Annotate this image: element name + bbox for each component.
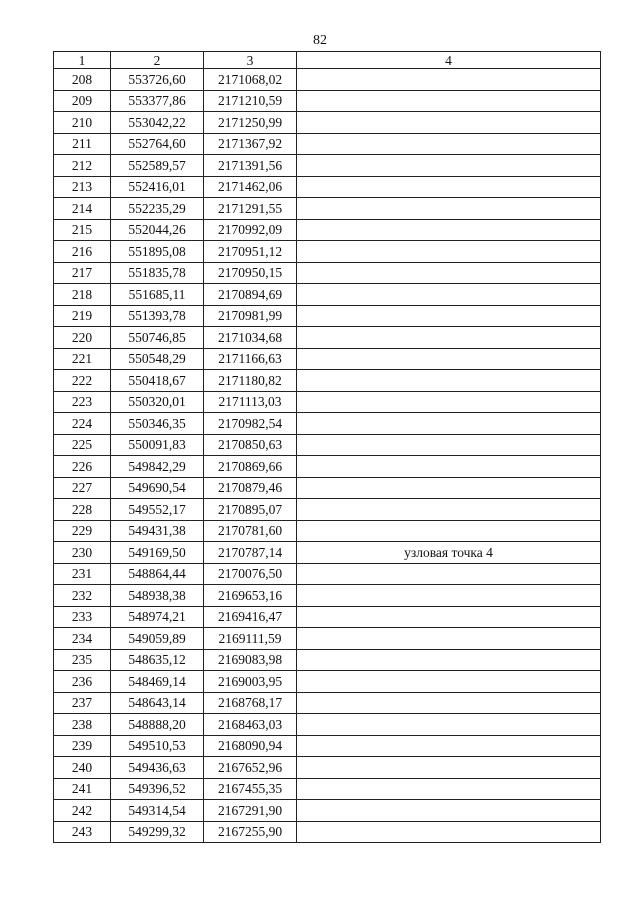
- y-coordinate-cell: 2171180,82: [204, 370, 297, 392]
- y-coordinate-cell: 2171166,63: [204, 348, 297, 370]
- y-coordinate-cell: 2171291,55: [204, 198, 297, 220]
- note-cell: [297, 606, 601, 628]
- page-number: 82: [313, 33, 327, 48]
- point-number-cell: 227: [54, 477, 111, 499]
- y-coordinate-cell: 2171462,06: [204, 176, 297, 198]
- x-coordinate-cell: 549169,50: [111, 542, 204, 564]
- table-row: [54, 198, 601, 220]
- y-coordinate-cell: 2171034,68: [204, 327, 297, 349]
- table-row: [54, 520, 601, 542]
- y-coordinate-cell: 2170781,60: [204, 520, 297, 542]
- x-coordinate-cell: 549552,17: [111, 499, 204, 521]
- point-number-cell: 236: [54, 671, 111, 693]
- table-row: [54, 133, 601, 155]
- point-number-cell: 208: [54, 69, 111, 91]
- table-row: [54, 585, 601, 607]
- point-number-cell: 217: [54, 262, 111, 284]
- table-row: [54, 649, 601, 671]
- table-row: [54, 219, 601, 241]
- point-number-cell: 225: [54, 434, 111, 456]
- x-coordinate-cell: 549299,32: [111, 821, 204, 843]
- x-coordinate-cell: 552764,60: [111, 133, 204, 155]
- y-coordinate-cell: 2170076,50: [204, 563, 297, 585]
- table-row: [54, 692, 601, 714]
- table-header-row: [54, 52, 601, 69]
- x-coordinate-cell: 548643,14: [111, 692, 204, 714]
- y-coordinate-cell: 2171068,02: [204, 69, 297, 91]
- point-number-cell: 239: [54, 735, 111, 757]
- y-coordinate-cell: 2170879,46: [204, 477, 297, 499]
- point-number-cell: 243: [54, 821, 111, 843]
- y-coordinate-cell: 2169653,16: [204, 585, 297, 607]
- table-row: [54, 477, 601, 499]
- point-number-cell: 213: [54, 176, 111, 198]
- table-row: [54, 671, 601, 693]
- note-cell: [297, 198, 601, 220]
- x-coordinate-cell: 552044,26: [111, 219, 204, 241]
- y-coordinate-cell: 2169111,59: [204, 628, 297, 650]
- table-row: [54, 155, 601, 177]
- table-row: [54, 241, 601, 263]
- note-cell: [297, 133, 601, 155]
- x-coordinate-cell: 549059,89: [111, 628, 204, 650]
- y-coordinate-cell: 2171250,99: [204, 112, 297, 134]
- table-row: [54, 735, 601, 757]
- table-row: [54, 563, 601, 585]
- note-cell: [297, 757, 601, 779]
- note-cell: [297, 241, 601, 263]
- y-coordinate-cell: 2170950,15: [204, 262, 297, 284]
- note-cell: [297, 284, 601, 306]
- note-cell: [297, 155, 601, 177]
- point-number-cell: 219: [54, 305, 111, 327]
- x-coordinate-cell: 551393,78: [111, 305, 204, 327]
- note-cell: [297, 434, 601, 456]
- y-coordinate-cell: 2170951,12: [204, 241, 297, 263]
- y-coordinate-cell: 2170869,66: [204, 456, 297, 478]
- y-coordinate-cell: 2171113,03: [204, 391, 297, 413]
- table-row: [54, 305, 601, 327]
- note-cell: [297, 800, 601, 822]
- x-coordinate-cell: 549690,54: [111, 477, 204, 499]
- point-number-cell: 241: [54, 778, 111, 800]
- note-cell: [297, 671, 601, 693]
- note-cell: [297, 327, 601, 349]
- note-cell: [297, 370, 601, 392]
- point-number-cell: 240: [54, 757, 111, 779]
- note-cell: [297, 563, 601, 585]
- table-row: [54, 262, 601, 284]
- y-coordinate-cell: 2169416,47: [204, 606, 297, 628]
- table-row: [54, 821, 601, 843]
- note-cell: [297, 714, 601, 736]
- x-coordinate-cell: 553726,60: [111, 69, 204, 91]
- note-cell: [297, 69, 601, 91]
- note-cell: [297, 821, 601, 843]
- coordinates-table: [53, 51, 601, 843]
- note-cell: [297, 112, 601, 134]
- table-row: [54, 176, 601, 198]
- point-number-cell: 212: [54, 155, 111, 177]
- y-coordinate-cell: 2170981,99: [204, 305, 297, 327]
- x-coordinate-cell: 550320,01: [111, 391, 204, 413]
- point-number-cell: 234: [54, 628, 111, 650]
- point-number-cell: 210: [54, 112, 111, 134]
- point-number-cell: 209: [54, 90, 111, 112]
- table-row: [54, 542, 601, 564]
- point-number-cell: 242: [54, 800, 111, 822]
- note-cell: [297, 219, 601, 241]
- note-cell: [297, 778, 601, 800]
- note-cell: [297, 456, 601, 478]
- table-row: [54, 284, 601, 306]
- point-number-cell: 237: [54, 692, 111, 714]
- y-coordinate-cell: 2170850,63: [204, 434, 297, 456]
- point-number-cell: 238: [54, 714, 111, 736]
- note-cell: [297, 348, 601, 370]
- y-coordinate-cell: 2169083,98: [204, 649, 297, 671]
- point-number-cell: 232: [54, 585, 111, 607]
- point-number-cell: 229: [54, 520, 111, 542]
- table-row: [54, 800, 601, 822]
- point-number-cell: 226: [54, 456, 111, 478]
- table-row: [54, 434, 601, 456]
- x-coordinate-cell: 549842,29: [111, 456, 204, 478]
- note-cell: [297, 262, 601, 284]
- x-coordinate-cell: 551835,78: [111, 262, 204, 284]
- point-number-cell: 233: [54, 606, 111, 628]
- point-number-cell: 216: [54, 241, 111, 263]
- table-row: [54, 413, 601, 435]
- point-number-cell: 235: [54, 649, 111, 671]
- x-coordinate-cell: 550418,67: [111, 370, 204, 392]
- note-cell: [297, 628, 601, 650]
- table-row: [54, 714, 601, 736]
- point-number-cell: 231: [54, 563, 111, 585]
- point-number-cell: 230: [54, 542, 111, 564]
- y-coordinate-cell: 2171210,59: [204, 90, 297, 112]
- point-number-cell: 215: [54, 219, 111, 241]
- x-coordinate-cell: 548974,21: [111, 606, 204, 628]
- table-row: [54, 499, 601, 521]
- y-coordinate-cell: 2167652,96: [204, 757, 297, 779]
- y-coordinate-cell: 2171391,56: [204, 155, 297, 177]
- x-coordinate-cell: 548469,14: [111, 671, 204, 693]
- table-row: [54, 370, 601, 392]
- note-cell: [297, 176, 601, 198]
- point-number-cell: 220: [54, 327, 111, 349]
- table-row: [54, 348, 601, 370]
- table-row: [54, 112, 601, 134]
- y-coordinate-cell: 2167455,35: [204, 778, 297, 800]
- x-coordinate-cell: 550548,29: [111, 348, 204, 370]
- note-cell: [297, 735, 601, 757]
- note-cell: узловая точка 4: [297, 542, 601, 564]
- x-coordinate-cell: 552416,01: [111, 176, 204, 198]
- table-row: [54, 327, 601, 349]
- point-number-cell: 224: [54, 413, 111, 435]
- x-coordinate-cell: 548635,12: [111, 649, 204, 671]
- table-row: [54, 69, 601, 91]
- column-header: 1: [54, 52, 111, 69]
- point-number-cell: 221: [54, 348, 111, 370]
- note-cell: [297, 692, 601, 714]
- point-number-cell: 214: [54, 198, 111, 220]
- x-coordinate-cell: 549314,54: [111, 800, 204, 822]
- table-row: [54, 456, 601, 478]
- table-row: [54, 778, 601, 800]
- y-coordinate-cell: 2168090,94: [204, 735, 297, 757]
- x-coordinate-cell: 550091,83: [111, 434, 204, 456]
- y-coordinate-cell: 2170992,09: [204, 219, 297, 241]
- table-row: [54, 90, 601, 112]
- column-header: 2: [111, 52, 204, 69]
- x-coordinate-cell: 553042,22: [111, 112, 204, 134]
- note-cell: [297, 520, 601, 542]
- point-number-cell: 228: [54, 499, 111, 521]
- y-coordinate-cell: 2170894,69: [204, 284, 297, 306]
- y-coordinate-cell: 2170895,07: [204, 499, 297, 521]
- x-coordinate-cell: 553377,86: [111, 90, 204, 112]
- point-number-cell: 218: [54, 284, 111, 306]
- table-row: [54, 391, 601, 413]
- note-cell: [297, 305, 601, 327]
- x-coordinate-cell: 551685,11: [111, 284, 204, 306]
- y-coordinate-cell: 2168768,17: [204, 692, 297, 714]
- note-cell: [297, 649, 601, 671]
- x-coordinate-cell: 550346,35: [111, 413, 204, 435]
- column-header: 4: [297, 52, 601, 69]
- y-coordinate-cell: 2171367,92: [204, 133, 297, 155]
- note-cell: [297, 413, 601, 435]
- x-coordinate-cell: 549396,52: [111, 778, 204, 800]
- y-coordinate-cell: 2169003,95: [204, 671, 297, 693]
- y-coordinate-cell: 2170982,54: [204, 413, 297, 435]
- y-coordinate-cell: 2167255,90: [204, 821, 297, 843]
- x-coordinate-cell: 548938,38: [111, 585, 204, 607]
- x-coordinate-cell: 549431,38: [111, 520, 204, 542]
- table-body: [54, 69, 601, 843]
- column-header: 3: [204, 52, 297, 69]
- note-cell: [297, 499, 601, 521]
- table-row: [54, 757, 601, 779]
- note-cell: [297, 477, 601, 499]
- x-coordinate-cell: 549436,63: [111, 757, 204, 779]
- y-coordinate-cell: 2170787,14: [204, 542, 297, 564]
- note-cell: [297, 391, 601, 413]
- x-coordinate-cell: 552235,29: [111, 198, 204, 220]
- x-coordinate-cell: 551895,08: [111, 241, 204, 263]
- note-cell: [297, 585, 601, 607]
- y-coordinate-cell: 2167291,90: [204, 800, 297, 822]
- table-row: [54, 606, 601, 628]
- point-number-cell: 211: [54, 133, 111, 155]
- x-coordinate-cell: 550746,85: [111, 327, 204, 349]
- point-number-cell: 223: [54, 391, 111, 413]
- note-cell: [297, 90, 601, 112]
- x-coordinate-cell: 548888,20: [111, 714, 204, 736]
- table-row: [54, 628, 601, 650]
- x-coordinate-cell: 548864,44: [111, 563, 204, 585]
- y-coordinate-cell: 2168463,03: [204, 714, 297, 736]
- x-coordinate-cell: 549510,53: [111, 735, 204, 757]
- x-coordinate-cell: 552589,57: [111, 155, 204, 177]
- point-number-cell: 222: [54, 370, 111, 392]
